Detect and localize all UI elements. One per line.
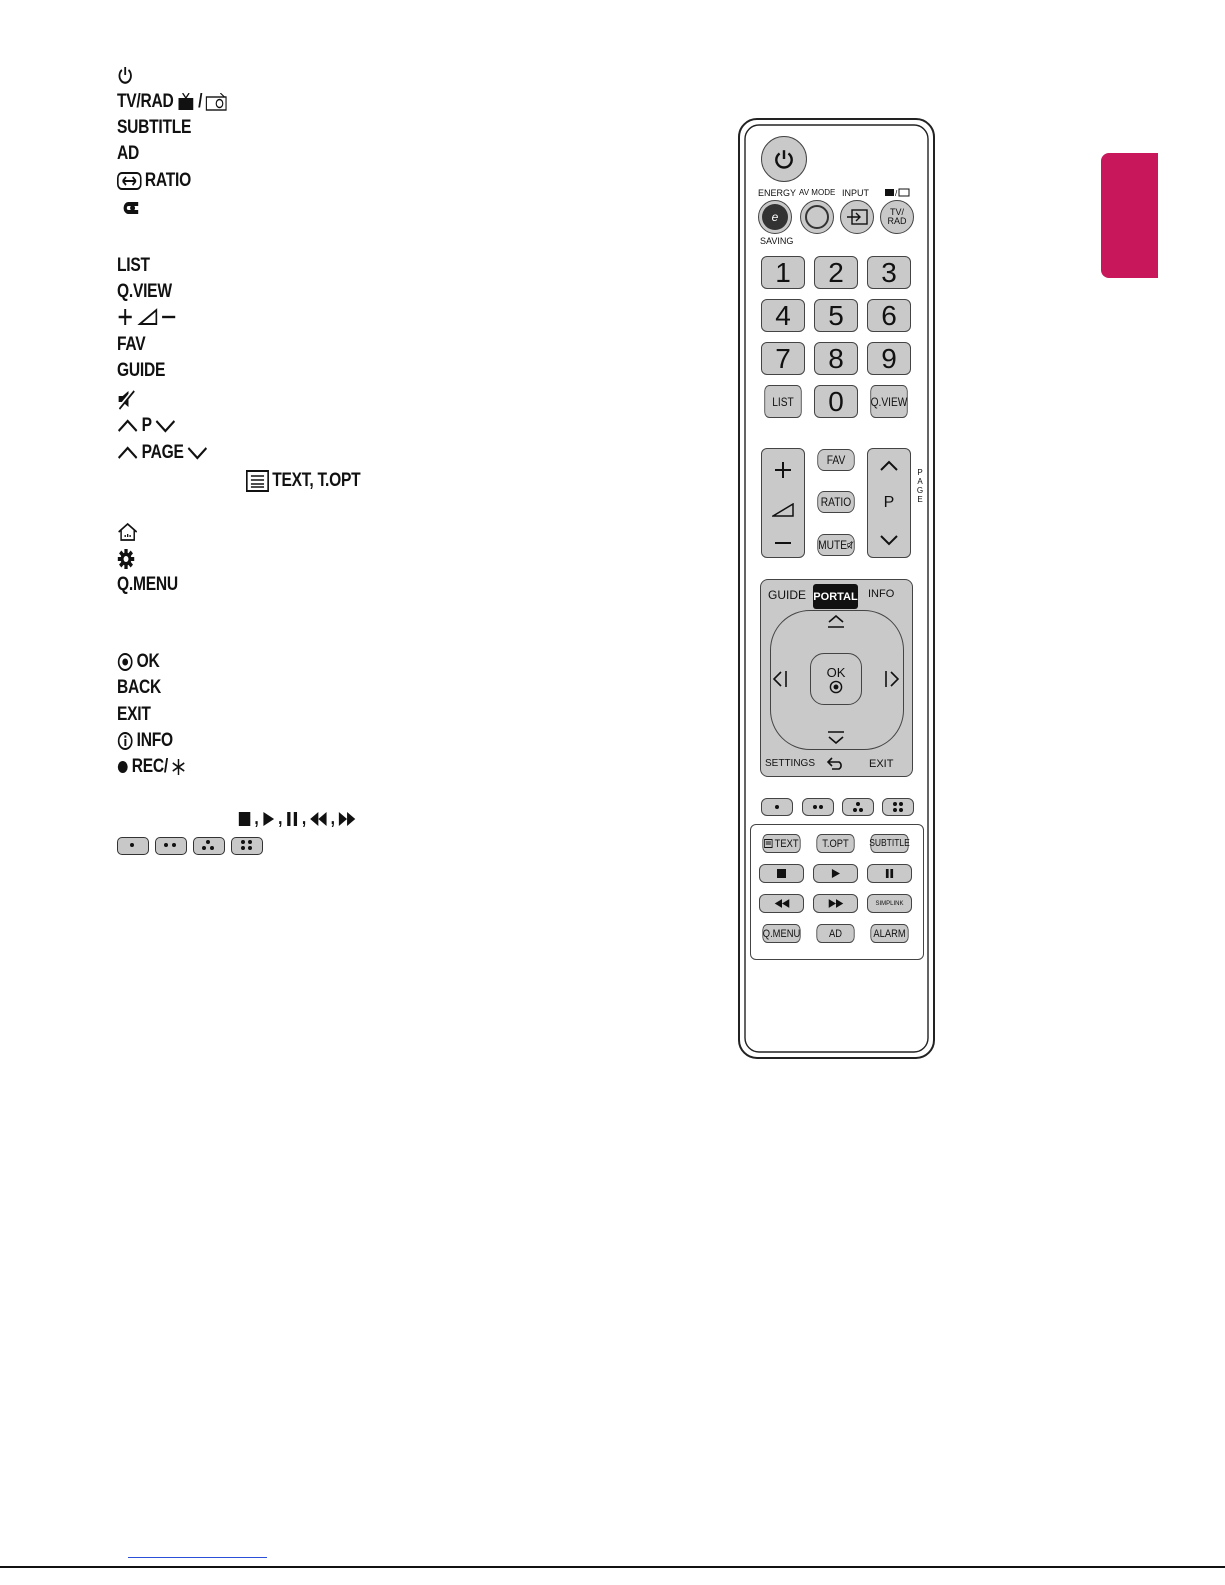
pause-icon: [885, 869, 894, 878]
separator: ,: [301, 808, 307, 829]
qmenu-button[interactable]: Q.MENU: [762, 924, 800, 943]
subtitle-button[interactable]: SUBTITLE: [870, 834, 908, 853]
ratio-arrow-icon: [117, 172, 142, 190]
exit-button[interactable]: EXIT: [869, 758, 894, 770]
mute-label: [117, 388, 135, 410]
color-key-1-button[interactable]: [761, 798, 793, 816]
chevron-up-icon: [117, 446, 138, 460]
home-label: [117, 522, 138, 542]
ok-button[interactable]: [810, 653, 862, 705]
tv-rad-button[interactable]: [880, 200, 914, 234]
energy-saving-icon: e: [762, 204, 788, 230]
circle-icon: [805, 205, 829, 229]
program-label: [117, 415, 176, 437]
av-mode-label: AV MODE: [799, 188, 836, 197]
energy-saving-label: [117, 198, 138, 218]
energy-label: ENERGY: [758, 188, 797, 198]
text-topt-label: [246, 470, 360, 492]
ok-text: OK: [826, 664, 846, 680]
qview-label: Q.VIEW: [117, 281, 172, 302]
qview-button[interactable]: Q.VIEW: [870, 385, 907, 418]
separator: ,: [330, 808, 335, 829]
simplink-button[interactable]: SIMPLINK: [867, 894, 912, 913]
ok-label: [117, 651, 160, 673]
info-button[interactable]: INFO: [868, 588, 895, 600]
back-label: BACK: [117, 677, 162, 698]
ok-text: OK: [136, 651, 160, 672]
play-icon: [831, 869, 840, 878]
radio-icon: [205, 93, 226, 111]
power-label: [117, 65, 133, 85]
ratio-label: [117, 170, 191, 192]
e-saving-icon: [117, 198, 138, 218]
settings-button[interactable]: SETTINGS: [765, 758, 816, 769]
rewind-icon: [309, 811, 327, 827]
down-arrow-icon[interactable]: [826, 730, 846, 744]
stop-button[interactable]: [759, 864, 804, 883]
stop-icon: [777, 869, 786, 878]
list-label: LIST: [117, 255, 150, 276]
volume-label: [117, 307, 176, 327]
color-key-2: [155, 837, 187, 855]
color-key-3-button[interactable]: [842, 798, 874, 816]
info-text: INFO: [136, 730, 173, 751]
digit-2-button[interactable]: 2: [814, 256, 858, 289]
fast-forward-icon: [338, 811, 356, 827]
ok-circle-icon: [117, 652, 133, 672]
fav-button[interactable]: FAV: [817, 449, 854, 471]
ad-label: AD: [117, 143, 140, 164]
topt-button[interactable]: T.OPT: [816, 834, 854, 853]
qmenu-label: Q.MENU: [117, 574, 178, 595]
page-label: [117, 442, 208, 464]
ad-button[interactable]: AD: [816, 924, 854, 943]
color-key-4: [231, 837, 263, 855]
play-button[interactable]: [813, 864, 858, 883]
digit-7-button[interactable]: 7: [761, 342, 805, 375]
tv-rad-text: TV/RAD: [117, 91, 174, 112]
text-topt-text: TEXT, T.OPT: [272, 470, 361, 491]
volume-icon: [772, 503, 794, 517]
svg-text:/: /: [895, 189, 898, 197]
digit-6-button[interactable]: 6: [867, 299, 911, 332]
mute-button[interactable]: [817, 534, 854, 556]
tv-radio-icon-label: [884, 187, 910, 199]
digit-1-button[interactable]: 1: [761, 256, 805, 289]
fav-label: FAV: [117, 334, 146, 355]
ratio-text: RATIO: [144, 170, 191, 191]
digit-0-button[interactable]: 0: [814, 385, 858, 418]
color-key-2-button[interactable]: [802, 798, 834, 816]
playback-label: [238, 808, 356, 830]
volume-rocker[interactable]: [761, 448, 805, 558]
chevron-up-icon: [879, 460, 899, 472]
digit-9-button[interactable]: 9: [867, 342, 911, 375]
footer-link-underline: [128, 1557, 267, 1558]
guide-button[interactable]: GUIDE: [768, 588, 807, 602]
input-label: INPUT: [842, 188, 869, 198]
right-arrow-icon[interactable]: [884, 669, 900, 689]
rad-text: RAD: [887, 216, 907, 226]
digit-8-button[interactable]: 8: [814, 342, 858, 375]
ok-circle-icon: [829, 680, 843, 694]
tv-text: TV/: [889, 207, 904, 217]
info-circle-icon: [117, 731, 133, 751]
record-dot-icon: [117, 760, 128, 774]
left-arrow-icon[interactable]: [772, 669, 788, 689]
rewind-icon: [774, 899, 790, 908]
gear-icon: [117, 548, 135, 570]
page-vertical-label: PAGE: [916, 468, 924, 504]
text-label: TEXT: [774, 837, 799, 850]
pause-button[interactable]: [867, 864, 912, 883]
remote-power-button[interactable]: [761, 136, 807, 182]
separator: ,: [254, 808, 259, 829]
fast-forward-icon: [828, 899, 844, 908]
chevron-up-icon: [117, 419, 138, 433]
mute-text: MUTE: [818, 538, 848, 552]
tv-icon: [177, 93, 195, 111]
input-icon: [846, 209, 868, 225]
section-tab: [1101, 153, 1158, 278]
p-text: P: [883, 494, 895, 511]
subtitle-label: SUBTITLE: [117, 117, 192, 138]
digit-3-button[interactable]: 3: [867, 256, 911, 289]
power-icon: [117, 65, 133, 85]
exit-label: EXIT: [117, 704, 151, 725]
remote-control: [738, 118, 935, 1059]
input-button[interactable]: [840, 200, 874, 234]
plus-icon: [773, 460, 793, 480]
pause-icon: [286, 811, 299, 827]
color-key-4-button[interactable]: [882, 798, 914, 816]
digit-4-button[interactable]: 4: [761, 299, 805, 332]
stop-icon: [238, 811, 251, 827]
color-key-1: [117, 837, 149, 855]
chevron-down-icon: [187, 446, 208, 460]
footer-rule: [0, 1566, 1225, 1568]
alarm-button[interactable]: ALARM: [870, 924, 908, 943]
guide-label: GUIDE: [117, 360, 166, 381]
text-icon: [246, 470, 269, 492]
home-icon: [117, 522, 138, 542]
ratio-button[interactable]: RATIO: [817, 491, 854, 513]
separator: ,: [278, 808, 283, 829]
page-text: PAGE: [141, 442, 184, 463]
asterisk-icon: [171, 758, 186, 776]
list-button[interactable]: LIST: [764, 385, 801, 418]
mute-icon: [117, 388, 135, 410]
tv-rad-label: TV/RAD /: [117, 91, 227, 113]
chevron-down-icon: [155, 419, 176, 433]
fast-forward-button[interactable]: [813, 894, 858, 913]
text-button[interactable]: [762, 834, 800, 853]
chevron-down-icon: [879, 534, 899, 546]
energy-saving-button[interactable]: [758, 200, 792, 234]
digit-5-button[interactable]: 5: [814, 299, 858, 332]
av-mode-button[interactable]: [800, 200, 834, 234]
rec-label: [117, 756, 186, 778]
saving-label: SAVING: [760, 236, 794, 246]
color-key-3: [193, 837, 225, 855]
rec-text: REC/: [131, 756, 169, 777]
back-arrow-icon[interactable]: [826, 756, 846, 770]
text-icon: [764, 839, 773, 848]
p-text: P: [141, 415, 152, 436]
up-arrow-icon[interactable]: [826, 615, 846, 629]
portal-button[interactable]: PORTAL: [813, 584, 858, 609]
mute-icon: [847, 539, 854, 551]
color-keys-legend: [117, 837, 269, 855]
power-icon: [773, 148, 795, 170]
program-rocker[interactable]: [867, 448, 911, 558]
rewind-button[interactable]: [759, 894, 804, 913]
info-label: [117, 730, 173, 752]
play-icon: [262, 811, 275, 827]
settings-label: [117, 548, 135, 570]
volume-icon: [117, 307, 176, 327]
minus-icon: [773, 540, 793, 546]
